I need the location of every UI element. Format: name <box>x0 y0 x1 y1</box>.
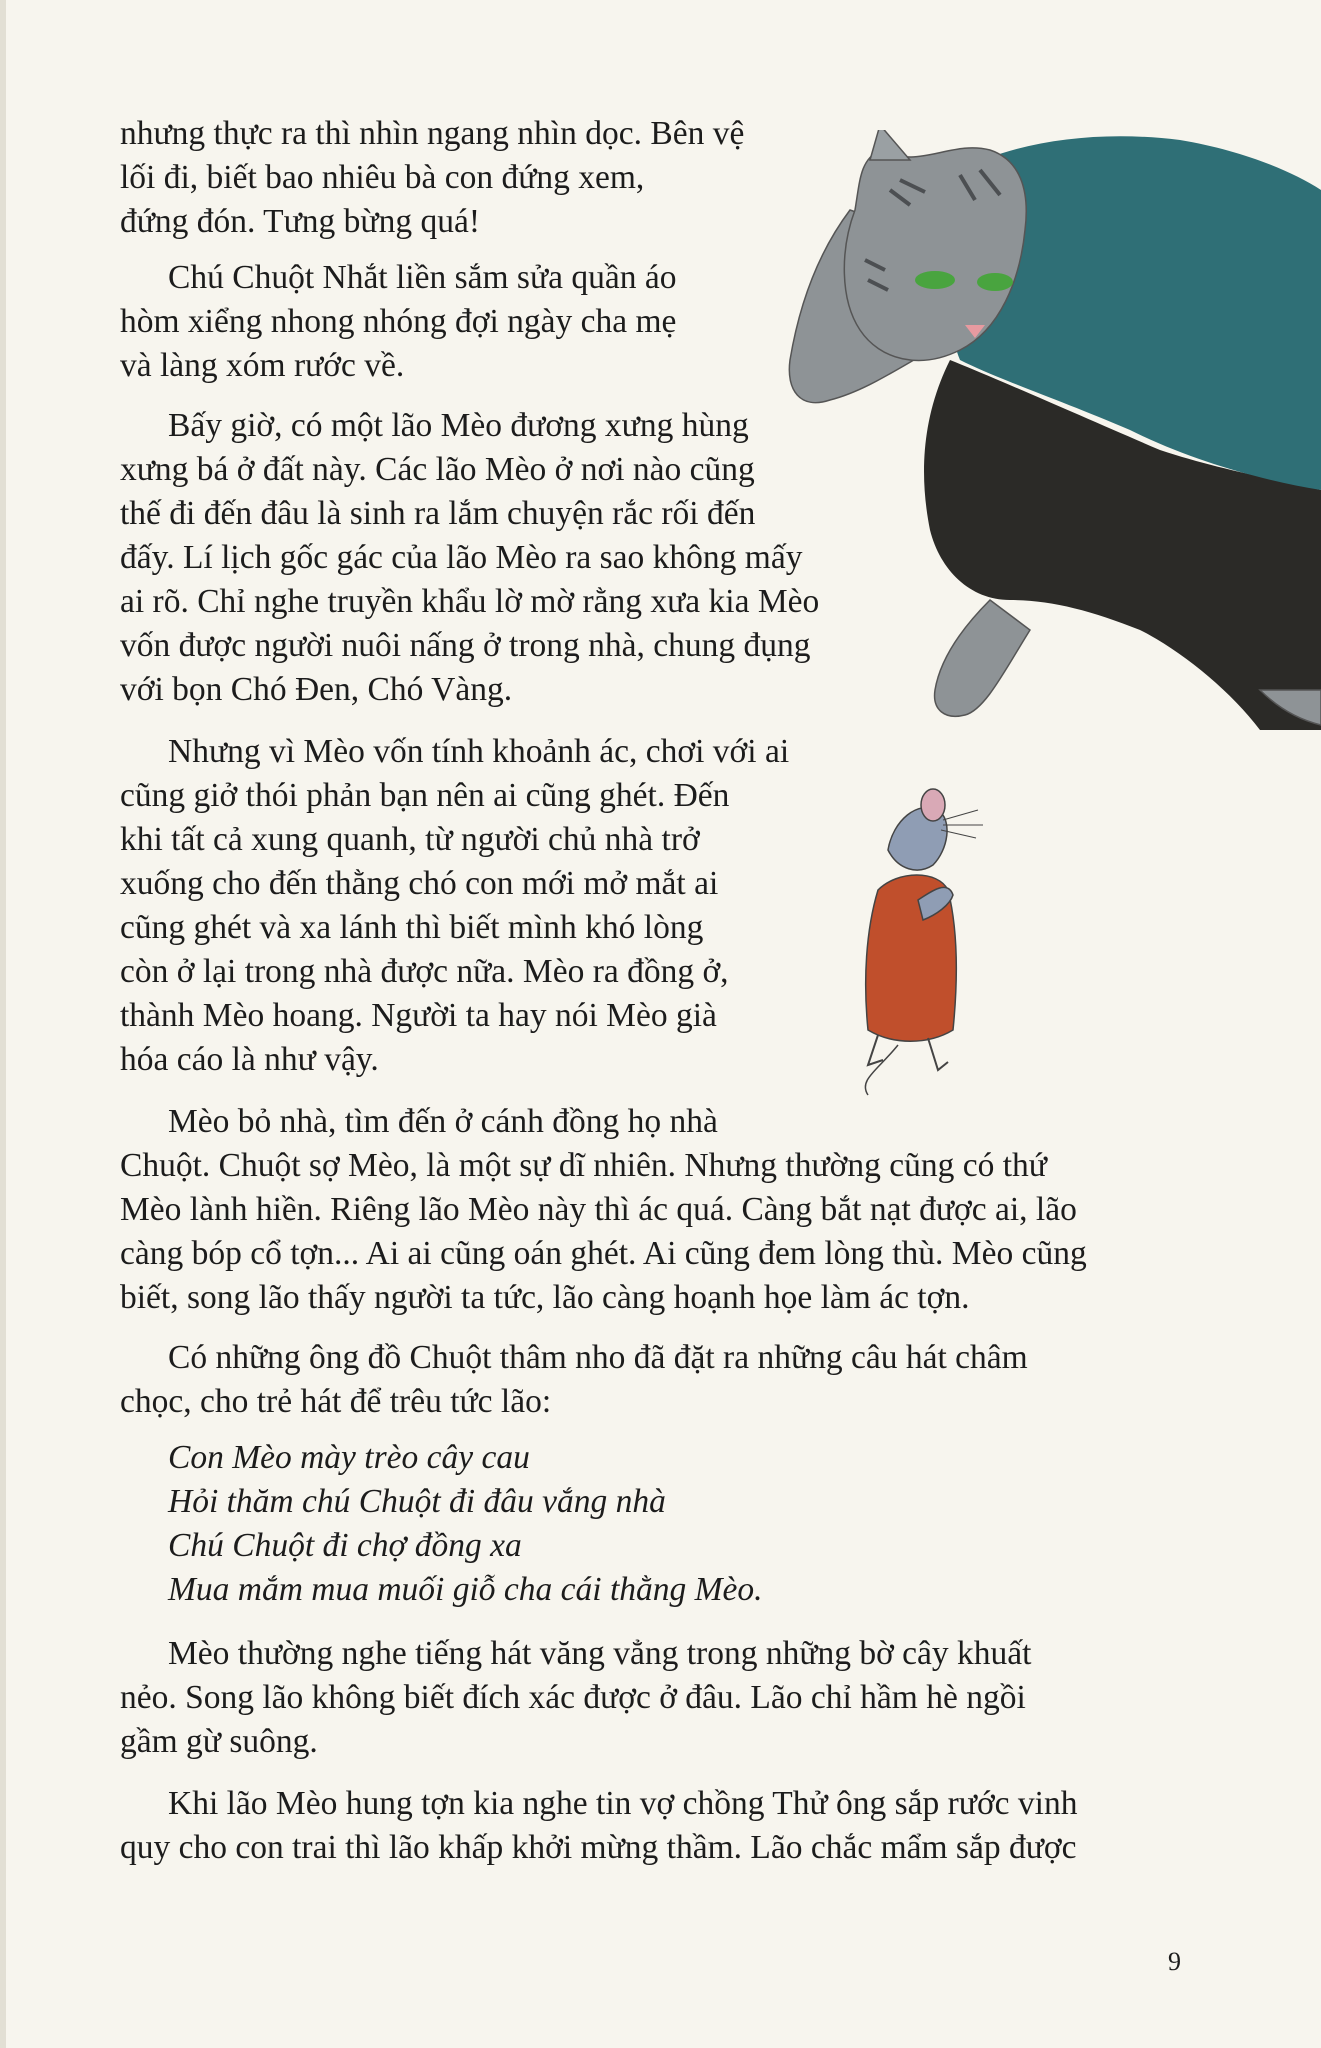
text-line: thế đi đến đâu là sinh ra lắm chuyện rắc rối đến <box>120 495 756 532</box>
text-line: Mèo lành hiền. Riêng lão Mèo này thì ác quá. Càng bắt nạt được ai, lão <box>120 1191 1077 1228</box>
text-line: còn ở lại trong nhà được nữa. Mèo ra đồng ở, <box>120 953 729 990</box>
verse-line: Hỏi thăm chú Chuột đi đâu vắng nhà <box>168 1483 666 1520</box>
text-line: Có những ông đồ Chuột thâm nho đã đặt ra những câu hát châm <box>168 1339 1028 1376</box>
text-line: lối đi, biết bao nhiêu bà con đứng xem, <box>120 159 645 196</box>
paragraph-8 <box>120 1782 1077 1870</box>
text-line: cũng ghét và xa lánh thì biết mình khó lòng <box>120 909 704 946</box>
paragraph-5 <box>120 1100 1087 1320</box>
text-line: Mèo thường nghe tiếng hát văng vẳng trong những bờ cây khuất <box>168 1635 1032 1672</box>
text-line: với bọn Chó Đen, Chó Vàng. <box>120 671 513 708</box>
cat-leg <box>935 600 1030 716</box>
verse-line: Mua mắm mua muối giỗ cha cái thằng Mèo. <box>168 1571 763 1608</box>
text-line: Mèo bỏ nhà, tìm đến ở cánh đồng họ nhà <box>168 1103 718 1140</box>
page-number: 9 <box>1168 1947 1181 1976</box>
text-line: hóa cáo là như vậy. <box>120 1041 379 1078</box>
paragraph-6 <box>120 1336 1028 1424</box>
mouse-illustration <box>838 780 998 1100</box>
text-line: nẻo. Song lão không biết đích xác được ở đâu. Lão chỉ hầm hè ngồi <box>120 1679 1026 1716</box>
text-line: gầm gừ suông. <box>120 1723 318 1760</box>
paragraph-4 <box>120 730 789 1082</box>
text-line: cũng giở thói phản bạn nên ai cũng ghét. Đến <box>120 777 730 814</box>
paragraph-2 <box>120 256 677 388</box>
mouse-tail <box>865 1045 898 1095</box>
text-line: hòm xiểng nhong nhóng đợi ngày cha mẹ <box>120 303 677 340</box>
text-line: biết, song lão thấy người ta tức, lão càng hoạnh họe làm ác tợn. <box>120 1279 970 1316</box>
text-line: đấy. Lí lịch gốc gác của lão Mèo ra sao không mấy <box>120 539 803 576</box>
paragraph-3 <box>120 404 819 712</box>
verse-block <box>168 1436 763 1612</box>
page-edge <box>0 0 6 2048</box>
text-line: Chuột. Chuột sợ Mèo, là một sự dĩ nhiên. Nhưng thường cũng có thứ <box>120 1147 1047 1184</box>
text-line: và làng xóm rước về. <box>120 347 405 384</box>
verse-line: Con Mèo mày trèo cây cau <box>168 1439 530 1476</box>
text-line: đứng đón. Tưng bừng quá! <box>120 203 480 240</box>
text-line: vốn được người nuôi nấng ở trong nhà, chung đụng <box>120 627 811 664</box>
cat-eye-right <box>977 273 1013 291</box>
text-line: xưng bá ở đất này. Các lão Mèo ở nơi nào cũng <box>120 451 755 488</box>
paragraph-1 <box>120 112 744 244</box>
text-line: càng bóp cổ tợn... Ai ai cũng oán ghét. Ai cũng đem lòng thù. Mèo cũng <box>120 1235 1087 1272</box>
verse-line: Chú Chuột đi chợ đồng xa <box>168 1527 522 1564</box>
text-line: thành Mèo hoang. Người ta hay nói Mèo già <box>120 997 717 1034</box>
text-line: chọc, cho trẻ hát để trêu tức lão: <box>120 1383 552 1420</box>
cat-illustration <box>760 130 1321 730</box>
text-line: xuống cho đến thằng chó con mới mở mắt ai <box>120 865 719 902</box>
text-line: Nhưng vì Mèo vốn tính khoảnh ác, chơi với ai <box>168 733 790 770</box>
text-line: nhưng thực ra thì nhìn ngang nhìn dọc. Bên vệ <box>120 115 745 152</box>
text-line: Khi lão Mèo hung tợn kia nghe tin vợ chồng Thử ông sắp rước vinh <box>168 1785 1078 1822</box>
text-line: quy cho con trai thì lão khấp khởi mừng thầm. Lão chắc mẩm sắp được <box>120 1829 1077 1866</box>
text-line: Bấy giờ, có một lão Mèo đương xưng hùng <box>168 407 749 444</box>
text-line: Chú Chuột Nhắt liền sắm sửa quần áo <box>168 259 677 296</box>
cat-eye-left <box>915 271 955 289</box>
text-line: ai rõ. Chỉ nghe truyền khẩu lờ mờ rằng xưa kia Mèo <box>120 583 820 620</box>
text-line: khi tất cả xung quanh, từ người chủ nhà trở <box>120 821 700 858</box>
cat-ear <box>870 130 910 160</box>
mouse-ear <box>921 789 945 821</box>
paragraph-7 <box>120 1632 1031 1764</box>
